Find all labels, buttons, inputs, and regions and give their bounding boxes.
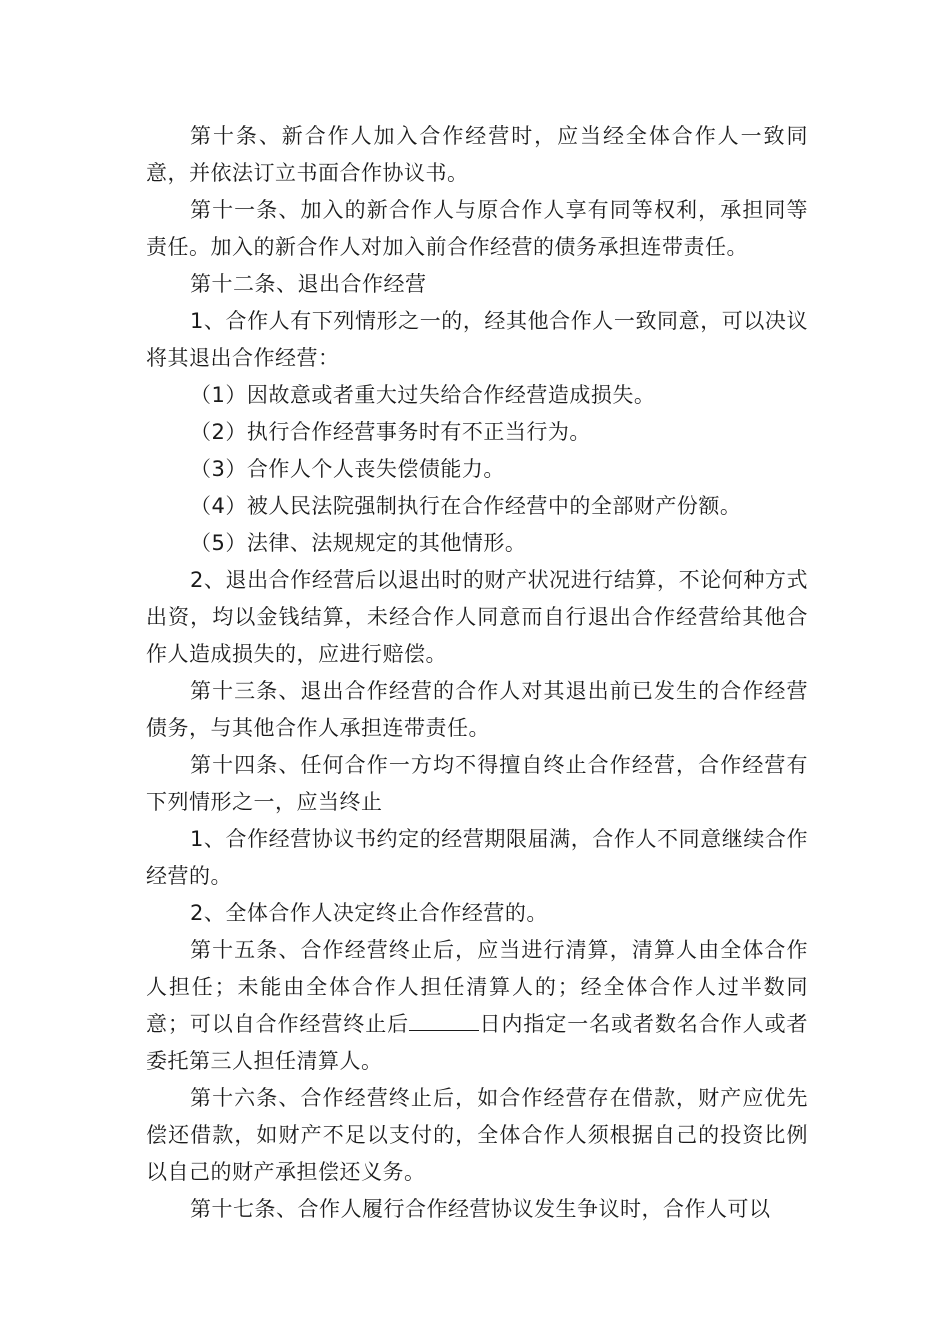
article-17: 第十七条、合作人履行合作经营协议发生争议时，合作人可以 [190,1197,771,1221]
article-14-clause-1: 1、合作经营协议书约定的经营期限届满，合作人不同意继续合作经营的。 [146,827,808,888]
article-12-item-3: （3）合作人个人丧失偿债能力。 [190,457,505,481]
document-page [146,118,808,1228]
article-12-item-2: （2）执行合作经营事务时有不正当行为。 [190,420,591,444]
fill-in-blank-days[interactable] [409,1008,479,1031]
article-13: 第十三条、退出合作经营的合作人对其退出前已发生的合作经营债务，与其他合作人承担连带责任。 [146,679,808,740]
article-12-clause-1: 1、合作人有下列情形之一的，经其他合作人一致同意，可以决议将其退出合作经营： [146,309,808,370]
article-15-before-blank: 第十五条、合作经营终止后，应当进行清算，清算人由全体合作人担任；未能由全体合作人担任清算人的；经全体合作人过半数同意；可以自合作经营终止后 [146,938,808,1036]
article-16: 第十六条、合作经营终止后，如合作经营存在借款，财产应优先偿还借款，如财产不足以支付的，全体合作人须根据自己的投资比例以自己的财产承担偿还义务。 [146,1086,808,1184]
article-10: 第十条、新合作人加入合作经营时，应当经全体合作人一致同意，并依法订立书面合作协议书。 [146,124,808,185]
article-12-item-4: （4）被人民法院强制执行在合作经营中的全部财产份额。 [190,494,742,518]
article-11: 第十一条、加入的新合作人与原合作人享有同等权利，承担同等责任。加入的新合作人对加入前合作经营的债务承担连带责任。 [146,198,808,259]
article-15 [146,932,808,1080]
article-12-item-1: （1）因故意或者重大过失给合作经营造成损失。 [190,383,656,407]
article-12-clause-2: 2、退出合作经营后以退出时的财产状况进行结算，不论何种方式出资，均以金钱结算，未经合作人同意而自行退出合作经营给其他合作人造成损失的，应进行赔偿。 [146,568,808,666]
article-12-heading: 第十二条、退出合作经营 [190,272,427,296]
article-12-item-5: （5）法律、法规规定的其他情形。 [190,531,527,555]
article-15-after-blank: 日内指定一名或者数名合作人或者委托第三人担任清算人。 [146,1012,809,1073]
article-14-clause-2: 2、全体合作人决定终止合作经营的。 [190,901,548,925]
article-14: 第十四条、任何合作一方均不得擅自终止合作经营，合作经营有下列情形之一，应当终止 [146,753,808,814]
